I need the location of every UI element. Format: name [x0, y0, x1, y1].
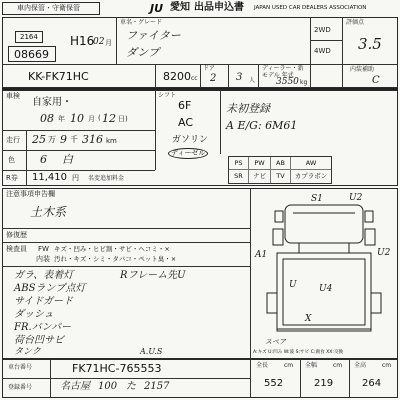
options-grid — [228, 156, 332, 184]
shift-label: シフト — [158, 92, 177, 99]
wheel-front-right — [365, 229, 375, 245]
option-aw: AW — [291, 157, 331, 170]
cab-outline — [285, 205, 363, 243]
option-navi: ナビ — [249, 170, 271, 183]
remark-codes: A.U.S — [140, 347, 163, 356]
recycle-label: R券 — [6, 174, 18, 182]
fuel-gasoline: ガソリン — [172, 135, 209, 145]
remark-line: FR.バンパー — [14, 322, 71, 333]
remark-line: 荷台凹サビ — [14, 335, 64, 346]
remark-line: タンク — [14, 347, 41, 357]
divider — [2, 170, 155, 171]
length-value: 552 — [264, 378, 284, 389]
vehicle-damage-diagram — [251, 189, 397, 347]
lot-number-box — [8, 46, 56, 62]
region-name: 愛知 — [170, 2, 190, 13]
drive-4wd: 4WD — [314, 47, 331, 55]
recycle-fee: 11,410 — [32, 172, 67, 183]
mileage-rest: 316 — [82, 133, 103, 146]
divider — [2, 378, 250, 379]
storage-box — [2, 2, 100, 15]
chassis-link — [299, 243, 349, 253]
mileage-sen: 9 — [60, 133, 67, 146]
repair-history-label: 修復歴 — [6, 231, 27, 239]
color-name: 白 — [62, 153, 73, 166]
month-value: 02 — [93, 37, 105, 47]
wheel-rear-left — [267, 293, 277, 313]
remark-frame: Rフレーム先U — [120, 270, 186, 281]
damage-mark: U4 — [319, 284, 333, 294]
interior-items: 汚れ・キズ・シミ・タバコ・ペット臭・× — [54, 255, 177, 263]
option-sr: SR — [229, 170, 249, 183]
remark-line: ABSランプ点灯 — [14, 283, 86, 294]
storage-label: 車内保管・守衛保管 — [17, 4, 80, 12]
remark-line: サイドガード — [14, 296, 73, 307]
divider — [155, 64, 156, 88]
ju-logo: JU — [150, 2, 164, 15]
car-name-label: 車名・グレード — [120, 19, 163, 26]
wheel-front-left — [273, 229, 283, 245]
damage-mark: S1 — [311, 194, 323, 204]
month-unit: 月 — [105, 39, 112, 47]
mirror-left — [275, 211, 283, 222]
divider — [155, 90, 156, 170]
divider — [342, 17, 343, 88]
lot-number: 08669 — [14, 48, 49, 61]
divider — [50, 359, 51, 398]
model-year-label: モデル 年式 — [262, 72, 294, 79]
score-label: 評価点 — [346, 19, 365, 26]
damage-mark: X — [305, 314, 312, 324]
model-code: KK-FK71HC — [28, 70, 89, 83]
inspect-month: 10 — [70, 112, 84, 125]
divider — [2, 150, 155, 151]
plate-label: 登録番号 — [8, 384, 33, 391]
shift-value: 6F — [178, 99, 192, 112]
length-unit: cm — [284, 362, 294, 369]
score-value: 3.5 — [358, 35, 382, 53]
option-ps: PS — [229, 157, 249, 170]
interior-grade-label: 内装補助 — [350, 66, 375, 73]
displacement: 8200 — [163, 70, 191, 83]
option-ab: AB — [271, 157, 291, 170]
mileage-label: 走行 — [6, 136, 20, 144]
car-grade: ダンプ — [126, 46, 160, 59]
inspect-day: 12 — [102, 112, 116, 125]
lot-small-box — [15, 31, 43, 43]
exterior-items: キズ・凹み・ヒビ割・サビ・ヘコミ・× — [54, 245, 170, 253]
fuel-diesel: ディーゼル — [168, 148, 208, 159]
color-label: 色 — [8, 156, 15, 164]
interior-grade: C — [372, 75, 380, 86]
wheel-rear-right — [371, 293, 381, 313]
divider — [258, 64, 259, 88]
drive-2wd: 2WD — [314, 26, 331, 34]
displacement-unit: cc — [191, 75, 198, 82]
divider — [220, 90, 221, 154]
option-pw: PW — [249, 157, 271, 170]
inspector-label: 検査員 — [6, 245, 27, 253]
seat-unit: 人 — [249, 77, 256, 84]
color-code: 6 — [40, 153, 47, 166]
name-change-fee-label: 名変追加料金 — [88, 175, 125, 182]
option-extra: カプラボン — [294, 172, 328, 181]
seat-count: 3 — [236, 72, 243, 83]
width-value: 219 — [314, 378, 334, 389]
height-unit: cm — [382, 362, 392, 369]
plate-class: 100 — [98, 381, 118, 392]
load-unit: kg — [300, 79, 308, 86]
model-year: H16 — [70, 34, 95, 48]
mileage-man: 25 — [32, 133, 46, 146]
damage-mark: U2 — [349, 193, 363, 203]
width-label: 全幅 — [305, 362, 318, 369]
length-label: 全長 — [256, 362, 269, 369]
remark-line: ダッシュ — [14, 309, 54, 320]
divider — [2, 130, 155, 131]
damage-mark: U — [289, 280, 297, 290]
inspect-year: 08 — [40, 112, 54, 125]
plate-kana: た — [126, 381, 136, 392]
width-unit: cm — [333, 362, 343, 369]
man-unit: 万 — [48, 135, 56, 144]
inspection-label: 車検 — [6, 92, 20, 100]
interior-label: 内装 — [36, 255, 50, 263]
declaration-text: 土木系 — [30, 205, 67, 219]
damage-mark: U2 — [377, 248, 391, 258]
height-value: 264 — [362, 378, 382, 389]
divider — [349, 359, 350, 398]
sen-unit: 千 — [70, 135, 78, 144]
door-label: ドア — [203, 65, 215, 72]
damage-legend: A:キズ U:凹み W:波 S:サビ C:腐食 XX:交換 — [253, 350, 344, 355]
load-capacity: 3550 — [276, 77, 299, 87]
divider — [2, 228, 250, 229]
usage-type: 自家用・ — [32, 97, 72, 108]
dealer-label: ディーラー・新 — [262, 65, 304, 72]
divider — [228, 64, 229, 88]
divider — [310, 40, 342, 41]
height-label: 全高 — [354, 362, 367, 369]
day-unit: 日) — [118, 115, 128, 123]
engine-model: A E/G: 6M61 — [226, 119, 298, 132]
divider — [310, 17, 311, 88]
day-open: ( — [98, 114, 101, 122]
divider — [300, 359, 301, 398]
lot-small: 2164 — [20, 33, 38, 41]
damage-mark: A1 — [255, 250, 268, 260]
chassis-label: 車台番号 — [8, 364, 33, 371]
km-unit: km — [106, 137, 117, 145]
plate-region: 名古屋 — [60, 381, 90, 392]
option-tv: TV — [271, 170, 291, 183]
car-name: ファイター — [126, 29, 181, 42]
yen-unit: 円 — [72, 174, 79, 182]
plate-number: 2157 — [144, 381, 170, 392]
form-title: 出品申込書 — [194, 2, 244, 13]
declaration-label: 注意事項申告欄 — [6, 190, 55, 198]
divider — [2, 266, 250, 267]
divider — [200, 64, 201, 88]
divider — [26, 130, 27, 186]
divider — [116, 17, 117, 64]
month-unit: 月 — [88, 115, 95, 123]
association-name: JAPAN USED CAR DEALERS ASSOCIATION — [254, 5, 367, 11]
first-registration-note: 未初登録 — [226, 102, 270, 115]
spare-tire-label: スペア — [265, 338, 286, 346]
mirror-right — [365, 211, 373, 222]
aircon-value: AC — [178, 116, 194, 129]
chassis-number: FK71HC-765553 — [72, 362, 162, 375]
year-unit: 年 — [58, 115, 65, 123]
remark-line: ガラ、表着灯 — [14, 270, 74, 281]
divider — [2, 242, 250, 243]
exterior-label: FW — [38, 245, 49, 253]
door-count: 2 — [210, 73, 217, 84]
